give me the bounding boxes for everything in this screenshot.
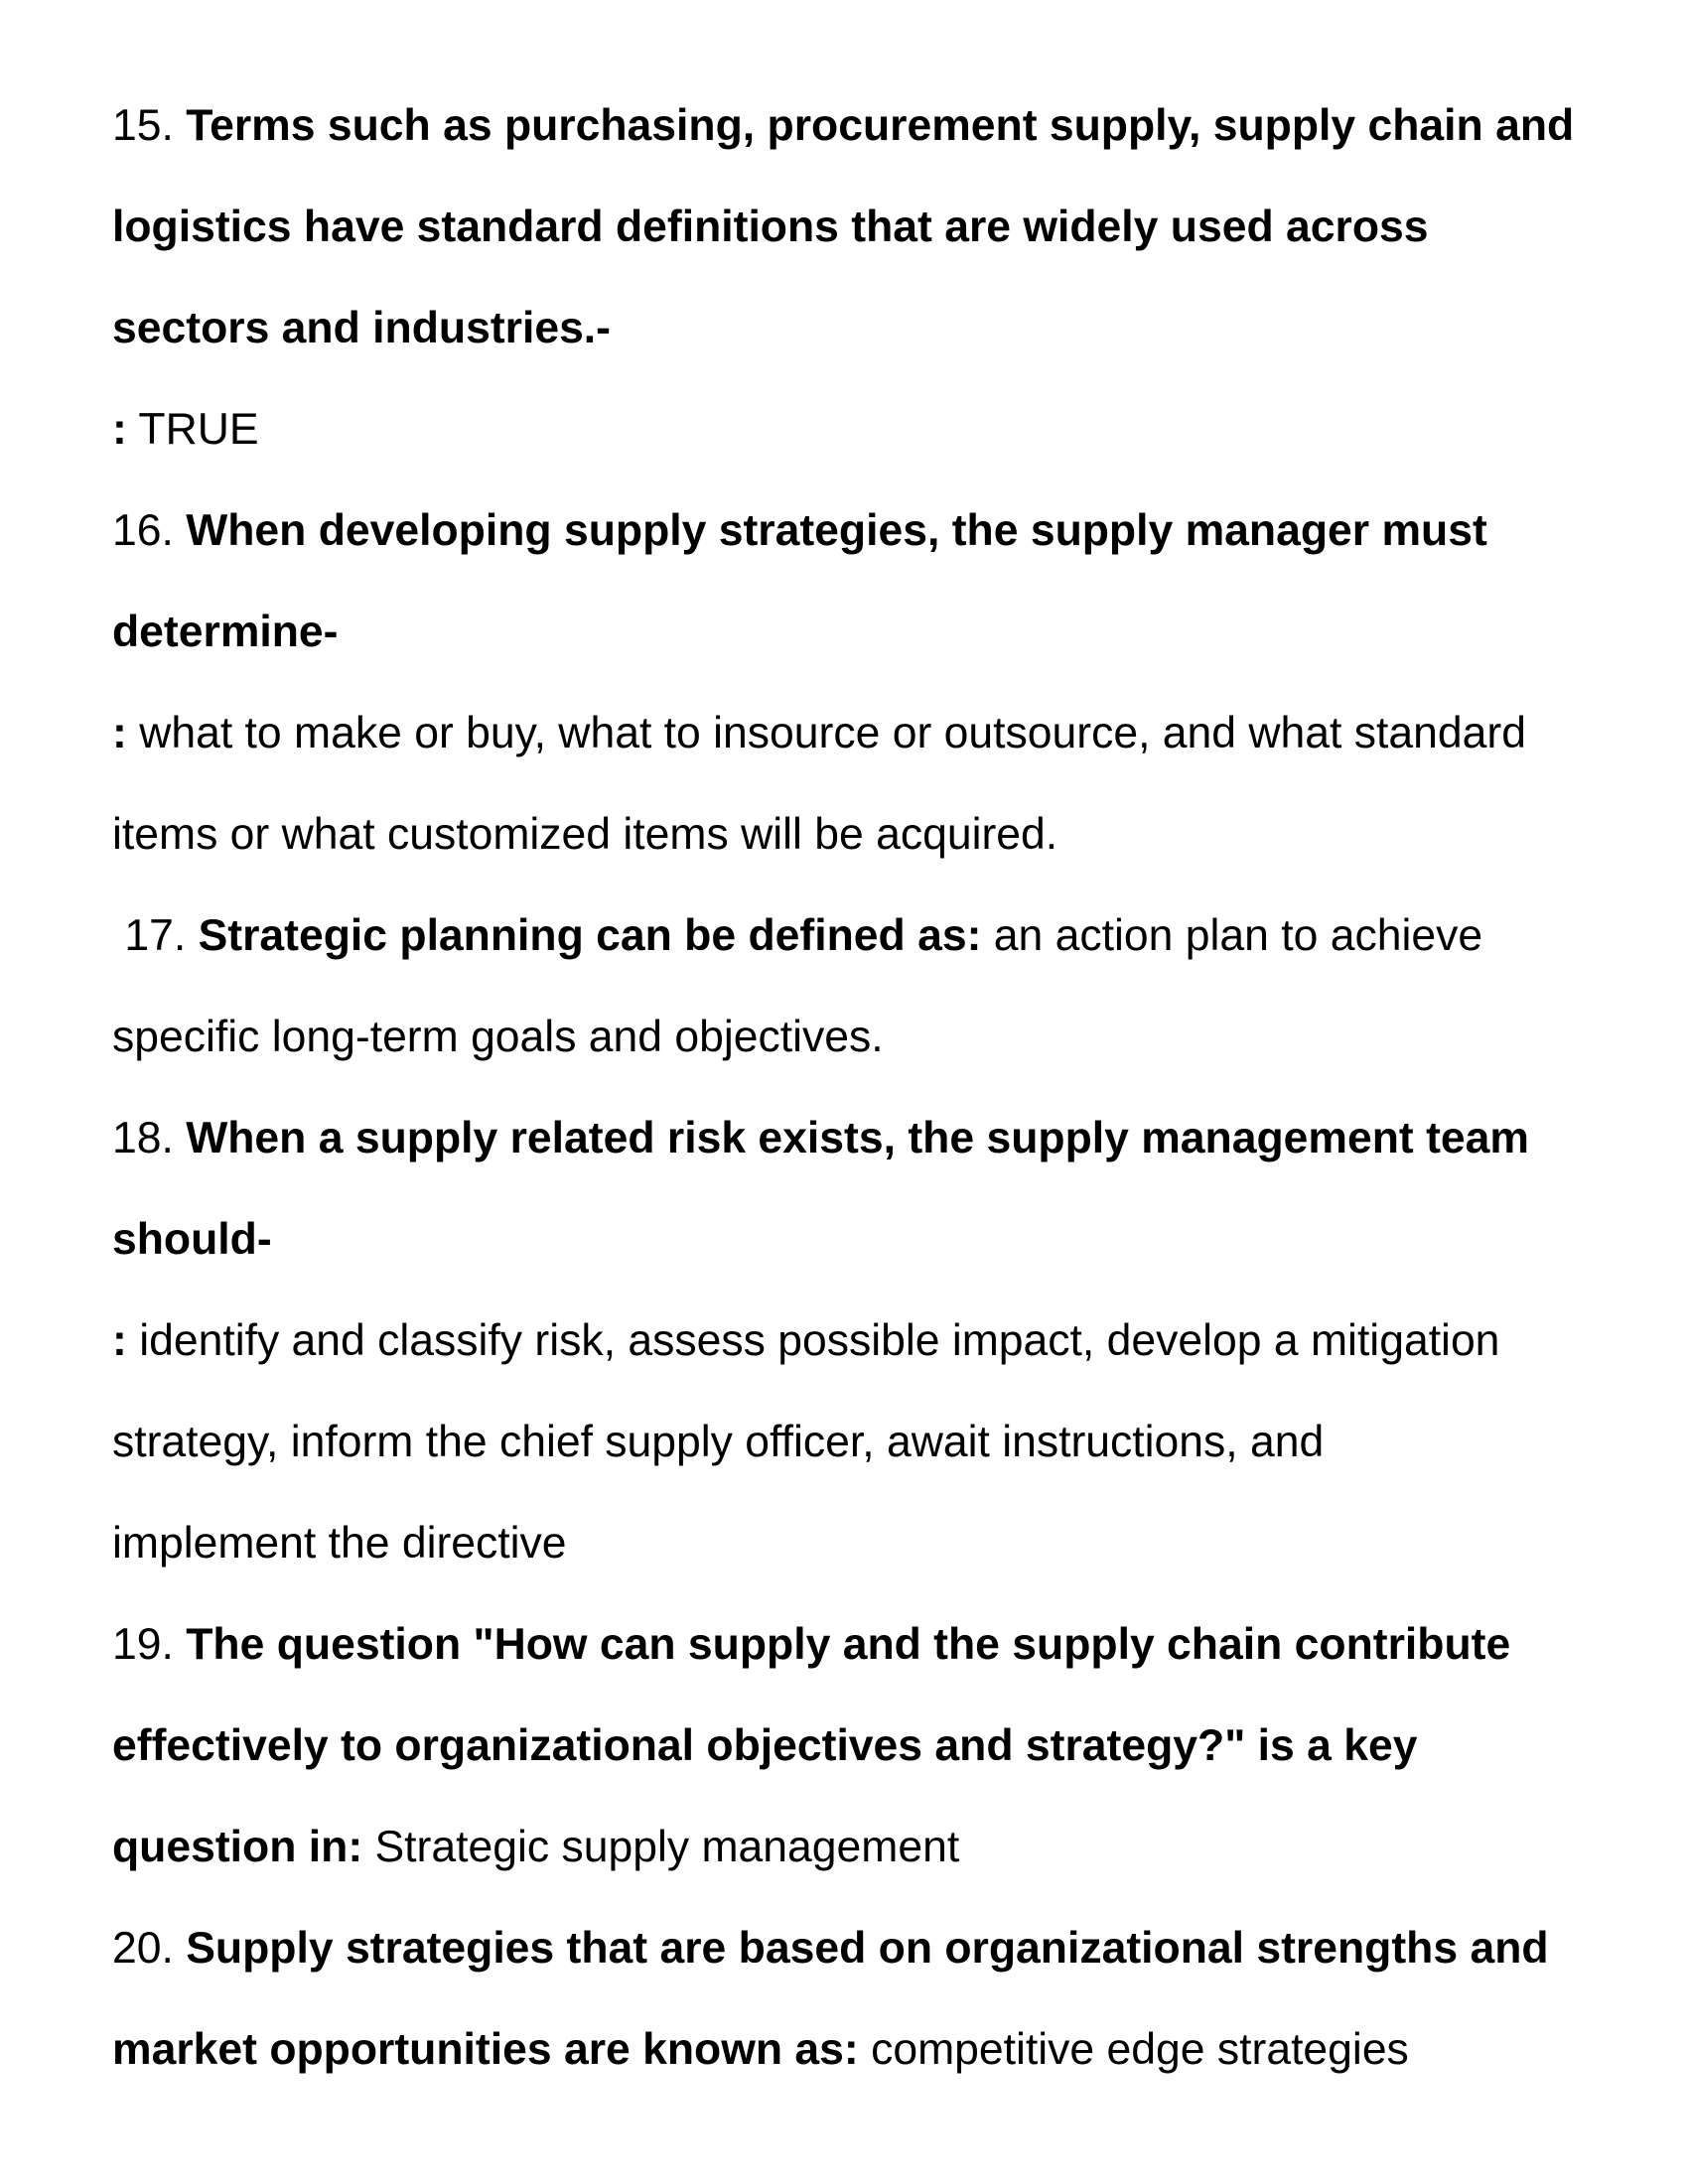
- bold-text-segment: market opportunities are known as:: [112, 2025, 859, 2074]
- question-item: [112, 886, 1602, 1088]
- text-segment: 18.: [112, 1114, 187, 1162]
- text-line: [112, 784, 1602, 886]
- text-segment: 17.: [112, 911, 199, 960]
- question-item: [112, 480, 1602, 886]
- text-segment: TRUE: [126, 405, 259, 454]
- bold-text-segment: Strategic planning can be defined as:: [198, 911, 982, 960]
- text-line: [112, 1898, 1602, 1999]
- text-line: [112, 177, 1602, 278]
- bold-text-segment: logistics have standard definitions that are widely used across: [112, 203, 1429, 251]
- text-line: [112, 987, 1602, 1088]
- text-segment: 20.: [112, 1924, 187, 1973]
- text-line: [112, 1189, 1602, 1291]
- question-item: [112, 75, 1602, 480]
- bold-text-segment: When developing supply strategies, the supply manager must: [186, 506, 1487, 555]
- question-list: [112, 75, 1602, 2101]
- text-line: [112, 1088, 1602, 1189]
- text-segment: strategy, inform the chief supply officer, await instructions, and: [112, 1418, 1325, 1466]
- bold-text-segment: should-: [112, 1215, 272, 1264]
- bold-text-segment: The question "How can supply and the supply chain contribute: [186, 1620, 1511, 1669]
- bold-text-segment: determine-: [112, 608, 339, 656]
- text-segment: competitive edge strategies: [858, 2025, 1409, 2074]
- text-line: [112, 1696, 1602, 1797]
- text-line: [112, 582, 1602, 683]
- text-segment: 19.: [112, 1620, 187, 1669]
- text-line: [112, 1797, 1602, 1898]
- text-segment: 15.: [112, 101, 187, 150]
- text-line: [112, 1392, 1602, 1493]
- text-segment: implement the directive: [112, 1519, 567, 1568]
- text-line: [112, 480, 1602, 582]
- bold-text-segment: When a supply related risk exists, the supply management team: [186, 1114, 1529, 1162]
- text-segment: Strategic supply management: [362, 1823, 960, 1871]
- text-line: [112, 886, 1602, 987]
- text-segment: specific long-term goals and objectives.: [112, 1013, 884, 1061]
- text-line: [112, 683, 1602, 784]
- question-item: [112, 1594, 1602, 1898]
- text-line: [112, 278, 1602, 379]
- text-line: [112, 1594, 1602, 1696]
- bold-text-segment: Terms such as purchasing, procurement supply, supply chain and: [186, 101, 1575, 150]
- text-segment: an action plan to achieve: [981, 911, 1483, 960]
- bold-text-segment: :: [112, 1316, 127, 1365]
- bold-text-segment: Supply strategies that are based on organizational strengths and: [186, 1924, 1549, 1973]
- text-line: [112, 379, 1602, 480]
- bold-text-segment: sectors and industries.-: [112, 304, 611, 352]
- text-line: [112, 1291, 1602, 1392]
- text-segment: items or what customized items will be acquired.: [112, 810, 1058, 859]
- text-line: [112, 1999, 1602, 2101]
- text-segment: identify and classify risk, assess possible impact, develop a mitigation: [126, 1316, 1500, 1365]
- bold-text-segment: question in:: [112, 1823, 363, 1871]
- question-item: [112, 1898, 1602, 2101]
- bold-text-segment: :: [112, 405, 127, 454]
- bold-text-segment: effectively to organizational objectives and strategy?" is a key: [112, 1721, 1418, 1770]
- question-item: [112, 1088, 1602, 1594]
- text-segment: 16.: [112, 506, 187, 555]
- text-line: [112, 1493, 1602, 1594]
- text-line: [112, 75, 1602, 177]
- text-segment: what to make or buy, what to insource or outsource, and what standard: [126, 709, 1526, 757]
- bold-text-segment: :: [112, 709, 127, 757]
